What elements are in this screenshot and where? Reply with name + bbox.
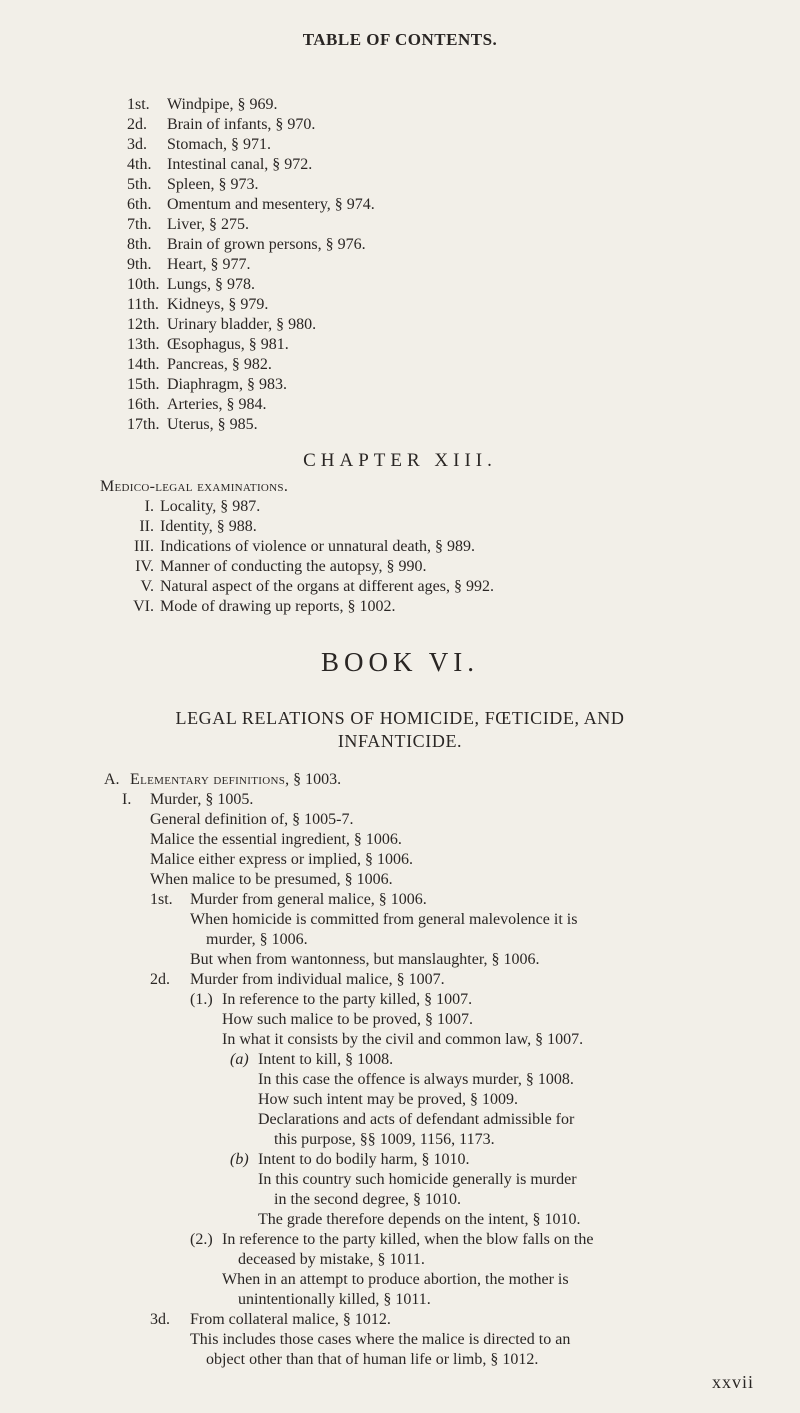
list-item: 12th. Urinary bladder, § 980.: [127, 316, 317, 333]
list-item: VI. Mode of drawing up reports, § 1002.: [133, 598, 396, 615]
list-item: 14th. Pancreas, § 982.: [127, 356, 272, 373]
list-item: (1.) In reference to the party killed, § 1007.: [190, 991, 473, 1008]
list-item: In this country such homicide generally is murder: [258, 1171, 577, 1188]
list-item: When malice to be presumed, § 1006.: [150, 871, 393, 888]
list-item: 11th. Kidneys, § 979.: [127, 296, 269, 313]
list-item: 17th. Uterus, § 985.: [127, 416, 258, 433]
list-item: 7th. Liver, § 275.: [127, 216, 250, 233]
list-item: 1st. Windpipe, § 969.: [127, 96, 278, 113]
list-item: In this case the offence is always murder, § 1008.: [258, 1071, 574, 1088]
list-item: in the second degree, § 1010.: [274, 1191, 462, 1208]
list-item: 1st. Murder from general malice, § 1006.: [150, 891, 427, 908]
list-item: (2.) In reference to the party killed, when the blow falls on the: [190, 1231, 594, 1248]
book-subtitle-line-2: INFANTICIDE.: [337, 731, 463, 751]
list-item: But when from wantonness, but manslaughter, § 1006.: [190, 951, 540, 968]
section-heading: A. Elementary definitions, § 1003.: [104, 771, 342, 788]
book-heading: BOOK VI.: [320, 647, 479, 677]
page-number: xxvii: [712, 1372, 755, 1392]
list-item: deceased by mistake, § 1011.: [238, 1251, 425, 1268]
list-item: In what it consists by the civil and common law, § 1007.: [222, 1031, 584, 1048]
list-item: 5th. Spleen, § 973.: [127, 176, 259, 193]
list-item: I. Murder, § 1005.: [122, 791, 254, 808]
list-item: 13th. Œsophagus, § 981.: [127, 336, 289, 353]
list-item: (b) Intent to do bodily harm, § 1010.: [230, 1151, 470, 1168]
list-item: How such malice to be proved, § 1007.: [222, 1011, 474, 1028]
list-item: II. Identity, § 988.: [139, 518, 257, 535]
list-item: III. Indications of violence or unnatural death, § 989.: [134, 538, 476, 555]
list-item: 6th. Omentum and mesentery, § 974.: [127, 196, 375, 213]
list-item: 3d. From collateral malice, § 1012.: [150, 1311, 391, 1328]
list-item: 4th. Intestinal canal, § 972.: [127, 156, 313, 173]
list-item: object other than that of human life or limb, § 1012.: [206, 1351, 539, 1368]
list-item: Declarations and acts of defendant admissible for: [258, 1111, 575, 1128]
list-item: murder, § 1006.: [206, 931, 308, 948]
list-item: 16th. Arteries, § 984.: [127, 396, 267, 413]
list-item: 15th. Diaphragm, § 983.: [127, 376, 287, 393]
list-item: 3d. Stomach, § 971.: [127, 136, 271, 153]
list-item: Malice either express or implied, § 1006.: [150, 851, 414, 868]
list-item: 10th. Lungs, § 978.: [127, 276, 255, 293]
list-item: this purpose, §§ 1009, 1156, 1173.: [274, 1131, 495, 1148]
list-item: V. Natural aspect of the organs at different ages, § 992.: [140, 578, 494, 595]
list-item: 2d. Murder from individual malice, § 1007.: [150, 971, 445, 988]
chapter-heading: CHAPTER XIII.: [303, 450, 497, 471]
list-item: Malice the essential ingredient, § 1006.: [150, 831, 402, 848]
running-head: TABLE OF CONTENTS.: [302, 30, 498, 49]
list-item: I. Locality, § 987.: [144, 498, 261, 515]
list-item: unintentionally killed, § 1011.: [238, 1291, 431, 1308]
list-item: When in an attempt to produce abortion, the mother is: [222, 1271, 569, 1288]
list-item: General definition of, § 1005-7.: [150, 811, 354, 828]
list-item: (a) Intent to kill, § 1008.: [230, 1051, 394, 1068]
list-item: The grade therefore depends on the intent, § 1010.: [258, 1211, 581, 1228]
chapter-title: Medico-legal examinations.: [100, 478, 289, 495]
list-item: 9th. Heart, § 977.: [127, 256, 251, 273]
list-item: 2d. Brain of infants, § 970.: [127, 116, 316, 133]
list-item: When homicide is committed from general malevolence it is: [190, 911, 578, 928]
book-subtitle-line-1: LEGAL RELATIONS OF HOMICIDE, FŒTICIDE, AND: [175, 708, 625, 728]
list-item: IV. Manner of conducting the autopsy, § 990.: [135, 558, 427, 575]
list-item: How such intent may be proved, § 1009.: [258, 1091, 518, 1108]
list-item: 8th. Brain of grown persons, § 976.: [127, 236, 366, 253]
list-item: This includes those cases where the malice is directed to an: [190, 1331, 571, 1348]
